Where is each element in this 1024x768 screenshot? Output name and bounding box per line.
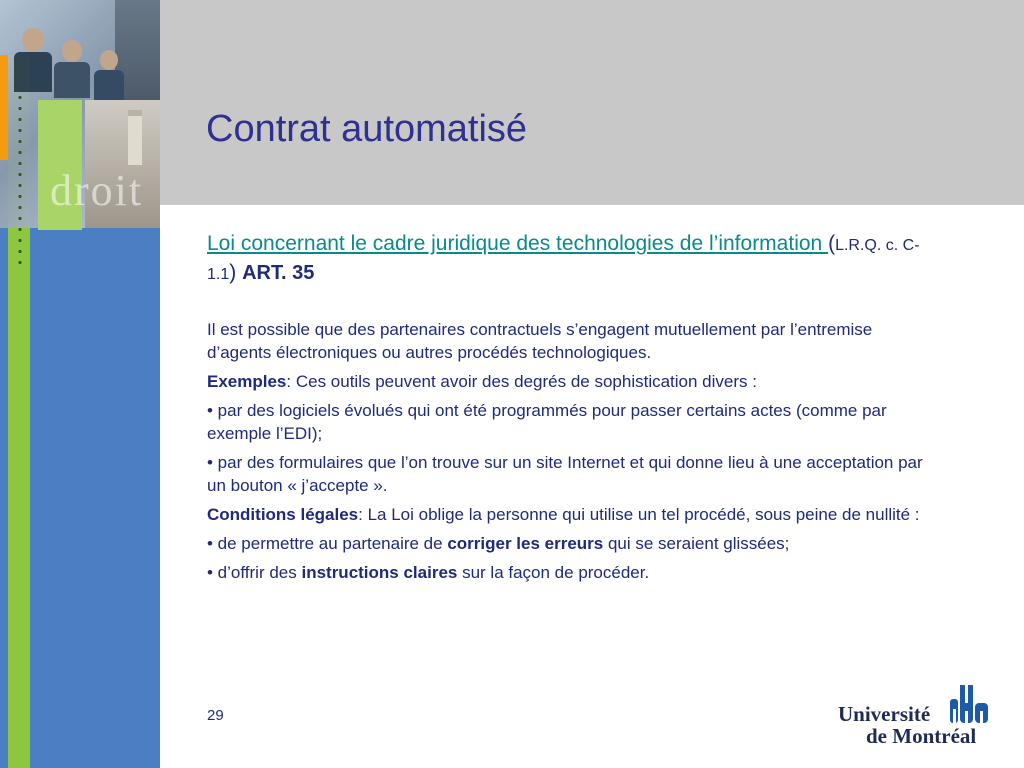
paragraph-examples [207,370,927,393]
bullet-item [207,561,927,584]
person-image [100,50,118,70]
banner-word: droit [50,166,144,215]
tower-image [128,110,142,165]
bullet-text: • par des formulaires que l’on trouve sur un site Internet et qui donne lieu à une acceptation par un bouton « j’accepte ». [207,453,923,495]
law-ref-close: ) [229,261,243,284]
person-image [14,52,52,92]
logo-line-1: Université [838,702,931,726]
paragraph-intro [207,318,927,364]
slide-title: Contrat automatisé [206,108,528,150]
paragraph-conditions [207,503,927,526]
person-image [54,62,90,98]
paragraph-text: : La Loi oblige la personne qui utilise un tel procédé, sous peine de nullité : [358,505,920,524]
paragraph-text: : Ces outils peuvent avoir des degrés de sophistication divers : [286,372,757,391]
person-image [62,40,82,62]
bullet-item [207,532,927,555]
bullet-text: sur la façon de procéder. [457,563,650,582]
logo-line-2: de Montréal [866,724,977,748]
paragraph-label: Conditions légales [207,505,359,524]
bullet-text: • d’offrir des [207,563,302,582]
slide-content [207,230,927,590]
bullet-item [207,451,927,497]
person-image [94,70,124,100]
law-ref-open: ( [828,232,836,255]
bullet-text: • de permettre au partenaire de [207,534,448,553]
university-emblem-icon [950,685,992,725]
paragraph-label: Exemples [207,372,287,391]
university-logo [838,683,998,748]
header-bar [160,0,1024,205]
bullet-emphasis: instructions claires [301,563,458,582]
dotted-line-decoration [18,92,22,272]
bullet-emphasis: corriger les erreurs [447,534,604,553]
law-ref-code: L.R.Q. c. C-1.1 [207,237,920,283]
paragraph-text: Il est possible que des partenaires contractuels s’engagent mutuellement par l’entremise d’agents électroniques ou autres procédés technologiques. [207,320,873,362]
bullet-item [207,399,927,445]
bullet-text: • par des logiciels évolués qui ont été programmés pour passer certains actes (comme par exemple l’EDI); [207,401,887,443]
bullet-text: qui se seraient glissées; [603,534,790,553]
law-reference [207,230,927,288]
slide-number: 29 [207,707,224,724]
person-image [22,28,44,52]
law-article: ART. 35 [242,262,315,284]
orange-accent-strip [0,55,8,160]
law-link[interactable]: Loi concernant le cadre juridique des technologies de l’information [207,232,829,255]
